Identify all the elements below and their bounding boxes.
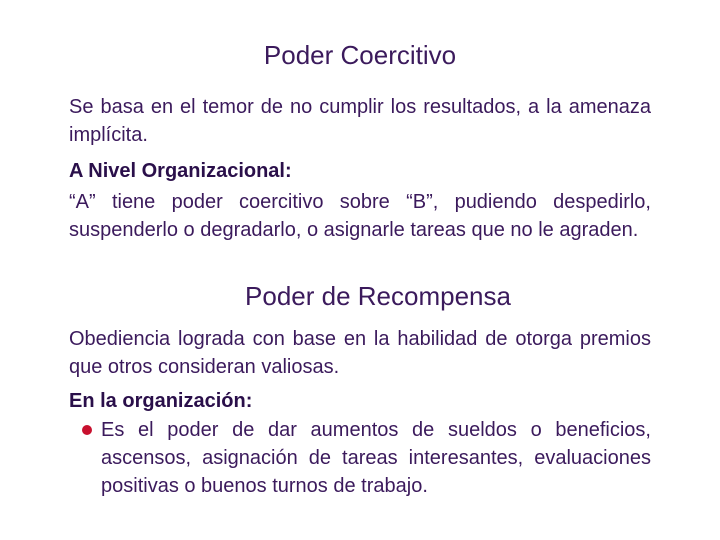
in-organization-heading: En la organización: [69, 390, 253, 412]
reward-power-description: Obediencia lograda con base en la habilidad de otorga premios que otros consideran valiosas. [69, 328, 651, 378]
bullet-text: Es el poder de dar aumentos de sueldos o beneficios, ascensos, asignación de tareas interesantes, evaluaciones positivas o buenos turnos de trabajo. [101, 419, 651, 497]
bullet-dot-icon [82, 425, 92, 435]
organizational-level-description: “A” tiene poder coercitivo sobre “B”, pudiendo despedirlo, suspenderlo o degradarlo, o asignarle tareas que no le agraden. [69, 191, 651, 241]
section-title-coercive-power: Poder Coercitivo [263, 40, 457, 70]
section-title-reward-power: Poder de Recompensa [245, 281, 511, 311]
reward-examples-list [76, 416, 651, 500]
organizational-level-heading: A Nivel Organizacional: [69, 160, 292, 182]
list-item [76, 416, 651, 500]
coercive-power-description: Se basa en el temor de no cumplir los resultados, a la amenaza implícita. [69, 96, 651, 146]
